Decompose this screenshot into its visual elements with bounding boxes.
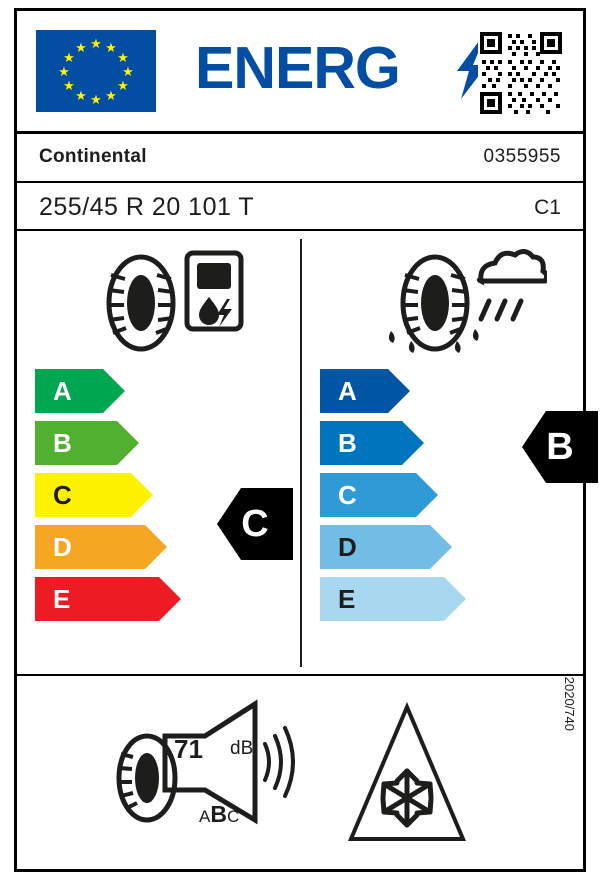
noise-value: 71 [174, 734, 203, 764]
brand-name: Continental [39, 146, 147, 167]
class-letter: A [53, 376, 72, 406]
rain-cloud-tyre-icon [377, 245, 547, 355]
class-letter: C [338, 480, 357, 510]
vertical-divider [300, 239, 302, 667]
class-arrow [320, 421, 424, 465]
tyre-size: 255/45 R 20 101 T [39, 193, 255, 221]
noise-and-snow-section [17, 674, 583, 869]
class-arrow [35, 369, 125, 413]
label-header [17, 11, 583, 131]
noise-class-a: A [199, 807, 211, 826]
fuel-result-letter: C [241, 503, 269, 545]
class-letter: E [53, 584, 71, 614]
class-letter: D [338, 532, 357, 562]
class-letter: D [53, 532, 72, 562]
fuel-pump-tyre-icon [91, 245, 261, 355]
noise-class-b-selected: B [210, 801, 227, 827]
noise-unit: dB [230, 738, 254, 759]
qr-code-icon [478, 30, 564, 116]
fuel-result-marker [217, 488, 293, 560]
noise-class-c: C [226, 807, 240, 826]
brand-code: 0355955 [483, 146, 561, 167]
tyre-size-row [17, 181, 583, 229]
energy-wordmark: ENERG [195, 35, 400, 101]
class-letter: B [53, 428, 72, 458]
noise-class-scale [199, 801, 239, 828]
class-letter: B [338, 428, 357, 458]
brand-row [17, 131, 583, 181]
tyre-class: C1 [534, 196, 561, 219]
class-letter: C [53, 480, 72, 510]
class-arrow [35, 421, 139, 465]
class-letter: E [338, 584, 356, 614]
grading-section [17, 229, 583, 674]
snowflake-mountain-icon [347, 701, 467, 846]
class-arrow [320, 369, 410, 413]
wet-result-letter: B [546, 426, 574, 468]
class-letter: A [338, 376, 357, 406]
eu-flag-icon: ★ ★ ★ ★ ★ ★ ★ ★ ★ ★ ★ ★ [36, 30, 156, 112]
regulation-code: 2020/740 [562, 676, 577, 731]
eu-tyre-label [14, 8, 586, 872]
wet-result-marker [522, 411, 598, 483]
